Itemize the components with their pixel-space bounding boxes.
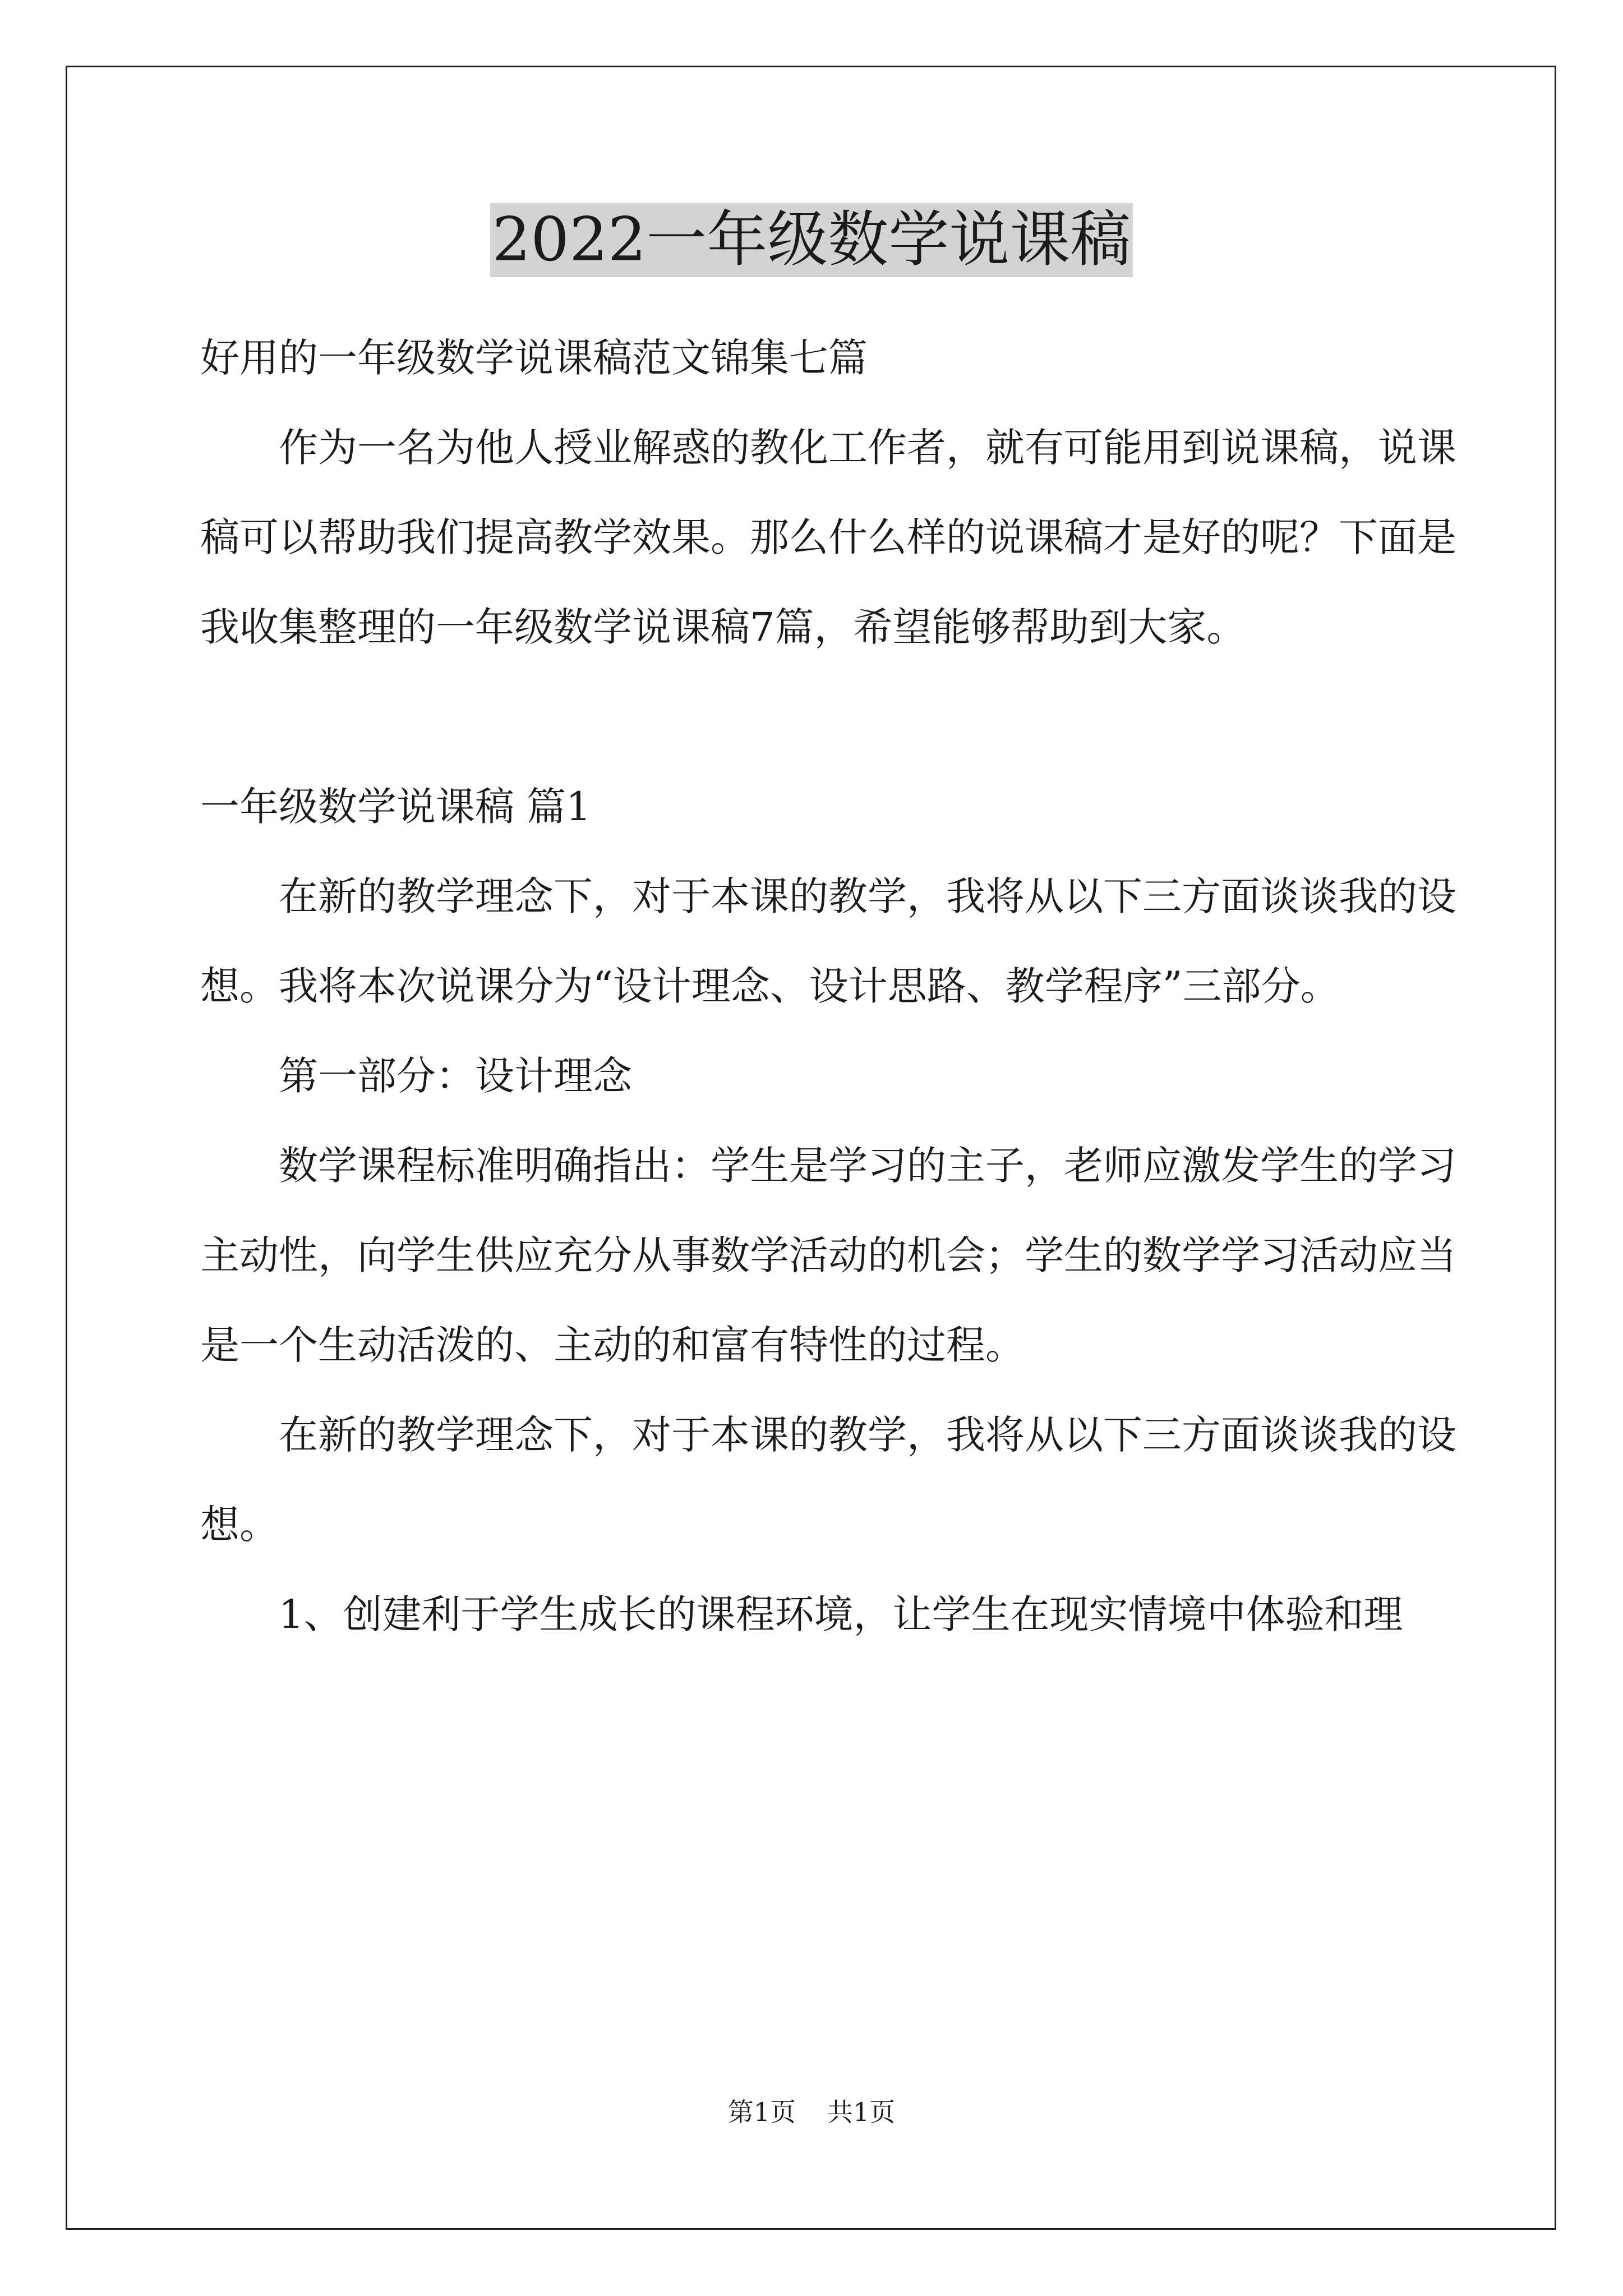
page-footer (0, 2095, 1623, 2129)
page-number-total: 共1页 (827, 2097, 896, 2127)
document-title: 2022一年级数学说课稿 (490, 203, 1133, 277)
intro-paragraph: 作为一名为他人授业解惑的教化工作者，就有可能用到说课稿，说课稿可以帮助我们提高教学效果。那么什么样的说课稿才是好的呢？下面是我收集整理的一年级数学说课稿7篇，希望能够帮助到大家。 (200, 425, 1456, 650)
part-heading: 第一部分：设计理念 (279, 1053, 632, 1099)
page-number-current: 第1页 (727, 2097, 796, 2127)
body-paragraph: 在新的教学理念下，对于本课的教学，我将从以下三方面谈谈我的设想。我将本次说课分为“设计理念、设计思路、教学程序”三部分。 (200, 873, 1456, 1009)
blank-line (200, 672, 1456, 762)
body-paragraph: 在新的教学理念下，对于本课的教学，我将从以下三方面谈谈我的设想。 (200, 1412, 1456, 1548)
body-paragraph: 数学课程标准明确指出：学生是学习的主子，老师应激发学生的学习主动性，向学生供应充分从事数学活动的机会；学生的数学学习活动应当是一个生动活泼的、主动的和富有特性的过程。 (200, 1143, 1456, 1368)
body-paragraph: 1、创建利于学生成长的课程环境，让学生在现实情境中体验和理 (279, 1591, 1403, 1637)
document-subtitle: 好用的一年级数学说课稿范文锦集七篇 (200, 335, 868, 381)
section-heading: 一年级数学说课稿 篇1 (200, 784, 591, 830)
title-container (0, 203, 1623, 277)
document-body (200, 313, 1456, 1659)
